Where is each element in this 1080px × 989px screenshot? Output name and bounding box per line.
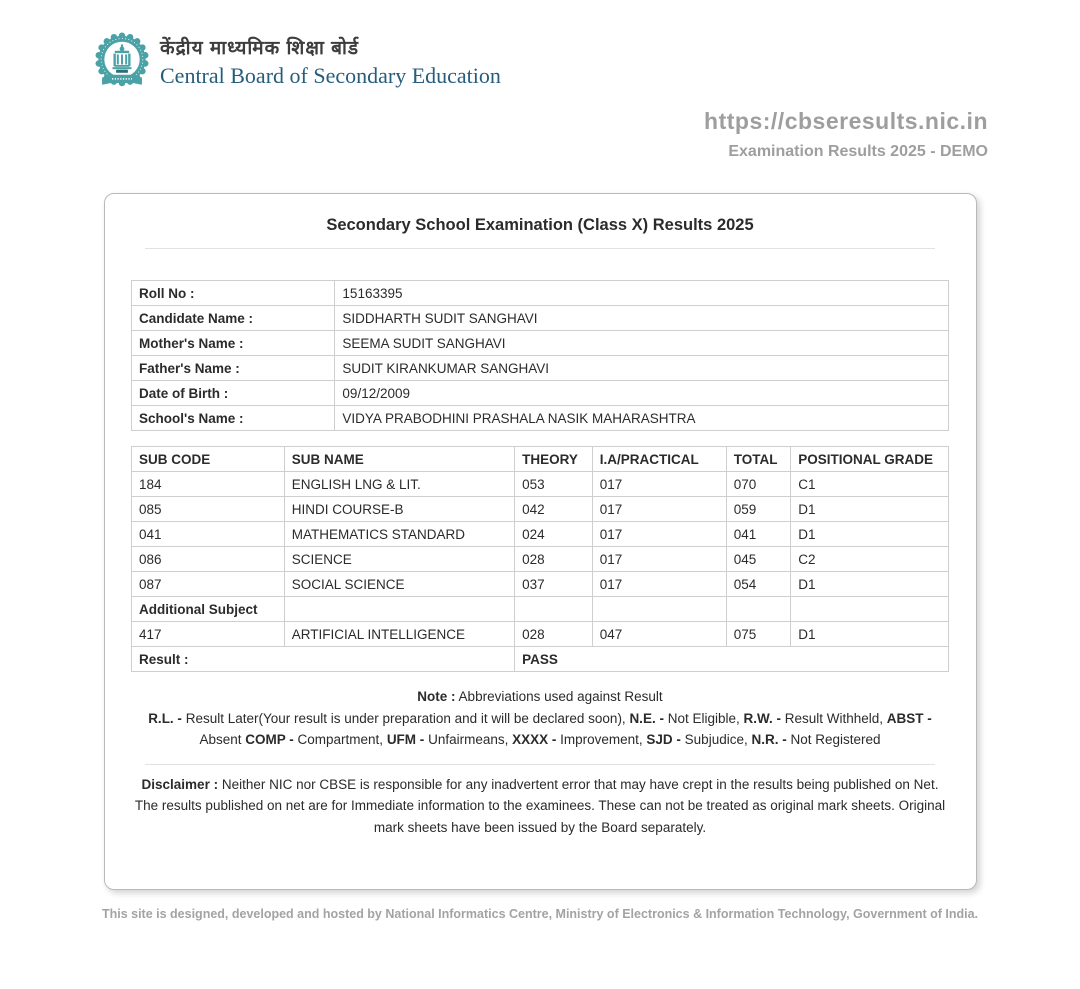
abbreviation: R.L. - Result Later(Your result is under preparation and it will be declared soon), — [148, 710, 630, 726]
info-row — [132, 306, 949, 331]
disclaimer-label: Disclaimer : — [141, 776, 219, 792]
sub-name-cell: ARTIFICIAL INTELLIGENCE — [284, 622, 514, 647]
empty-cell — [726, 597, 791, 622]
page-title: Secondary School Examination (Class X) Results 2025 — [326, 216, 754, 234]
info-row — [132, 356, 949, 381]
total-cell: 054 — [726, 572, 791, 597]
abbreviation: ABST - Absent — [199, 710, 932, 747]
empty-cell — [284, 597, 514, 622]
grade-cell: D1 — [791, 572, 949, 597]
section-divider — [145, 764, 935, 765]
cbse-logo-icon — [93, 31, 151, 95]
ia-practical-cell: 017 — [592, 497, 726, 522]
abbreviation: R.W. - Result Withheld, — [743, 710, 887, 726]
sub-name-cell: SOCIAL SCIENCE — [284, 572, 514, 597]
sub-name-cell: MATHEMATICS STANDARD — [284, 522, 514, 547]
theory-cell: 053 — [515, 472, 593, 497]
abbreviation: UFM - Unfairmeans, — [386, 732, 513, 747]
ia-practical-cell: 017 — [592, 547, 726, 572]
disclaimer — [131, 774, 949, 839]
sub-name-cell: HINDI COURSE-B — [284, 497, 514, 522]
total-cell: 075 — [726, 622, 791, 647]
info-label: Roll No : — [132, 281, 335, 306]
info-label: Mother's Name : — [132, 331, 335, 356]
candidate-info-table — [131, 280, 949, 431]
sub-name-cell: ENGLISH LNG & LIT. — [284, 472, 514, 497]
ia-practical-cell: 047 — [592, 622, 726, 647]
info-value: VIDYA PRABODHINI PRASHALA NASIK MAHARASHTRA — [335, 406, 949, 431]
sub-code-cell: 086 — [132, 547, 285, 572]
ia-practical-cell: 017 — [592, 572, 726, 597]
note-section — [131, 686, 949, 751]
sub-code-cell: 041 — [132, 522, 285, 547]
sub-code-cell: 184 — [132, 472, 285, 497]
grade-cell: D1 — [791, 497, 949, 522]
info-label: Date of Birth : — [132, 381, 335, 406]
theory-cell: 042 — [515, 497, 593, 522]
grade-cell: C2 — [791, 547, 949, 572]
empty-cell — [515, 597, 593, 622]
disclaimer-text: Neither NIC nor CBSE is responsible for any inadvertent error that may have crept in the results being published on Net. The results published on net are for Immediate information to the examinees. These can not be treated as original mark sheets. Original mark sheets have been issued by the Board separately. — [134, 776, 946, 835]
sub-name-cell: SCIENCE — [284, 547, 514, 572]
result-label: Result : — [132, 647, 515, 672]
empty-cell — [791, 597, 949, 622]
empty-cell — [592, 597, 726, 622]
info-value: 15163395 — [335, 281, 949, 306]
additional-subject-label: Additional Subject — [132, 597, 285, 622]
theory-cell: 024 — [515, 522, 593, 547]
info-value: 09/12/2009 — [335, 381, 949, 406]
grade-cell: C1 — [791, 472, 949, 497]
mark-row — [132, 622, 949, 647]
info-value: SEEMA SUDIT SANGHAVI — [335, 331, 949, 356]
mark-row — [132, 572, 949, 597]
ia-practical-cell: 017 — [592, 522, 726, 547]
marks-table — [131, 446, 949, 672]
theory-cell: 028 — [515, 622, 593, 647]
additional-subject-row — [132, 597, 949, 622]
sub-code-cell: 087 — [132, 572, 285, 597]
total-cell: 070 — [726, 472, 791, 497]
abbreviation: N.E. - Not Eligible, — [629, 710, 744, 726]
abbreviation: COMP - Compartment, — [245, 732, 387, 747]
header-total: TOTAL — [726, 447, 791, 472]
info-row — [132, 381, 949, 406]
abbreviation: SJD - Subjudice, — [646, 732, 752, 747]
total-cell: 041 — [726, 522, 791, 547]
footer-text: This site is designed, developed and hosted by National Informatics Centre, Ministry of Electronics & Information Technology, Government of India. — [101, 907, 979, 921]
header-sub-code: SUB CODE — [132, 447, 285, 472]
info-row — [132, 281, 949, 306]
ia-practical-cell: 017 — [592, 472, 726, 497]
total-cell: 045 — [726, 547, 791, 572]
info-value: SUDIT KIRANKUMAR SANGHAVI — [335, 356, 949, 381]
header-ia-practical: I.A/PRACTICAL — [592, 447, 726, 472]
sub-code-cell: 085 — [132, 497, 285, 522]
info-value: SIDDHARTH SUDIT SANGHAVI — [335, 306, 949, 331]
mark-row — [132, 472, 949, 497]
header-theory: THEORY — [515, 447, 593, 472]
theory-cell: 037 — [515, 572, 593, 597]
abbreviation: XXXX - Improvement, — [512, 732, 647, 747]
info-row — [132, 406, 949, 431]
site-subtitle: Examination Results 2025 - DEMO — [728, 143, 988, 160]
marks-header-row — [132, 447, 949, 472]
org-name-hindi: केंद्रीय माध्यमिक शिक्षा बोर्ड — [160, 38, 360, 59]
mark-row — [132, 522, 949, 547]
mark-row — [132, 547, 949, 572]
info-label: Father's Name : — [132, 356, 335, 381]
org-name-english: Central Board of Secondary Education — [160, 63, 501, 88]
grade-cell: D1 — [791, 622, 949, 647]
title-divider — [145, 248, 935, 249]
info-label: School's Name : — [132, 406, 335, 431]
mark-row — [132, 497, 949, 522]
header-positional-grade: POSITIONAL GRADE — [791, 447, 949, 472]
grade-cell: D1 — [791, 522, 949, 547]
site-url: https://cbseresults.nic.in — [704, 108, 988, 134]
note-abbreviations — [131, 708, 949, 751]
org-names — [160, 31, 501, 89]
abbreviation: N.R. - Not Registered — [751, 732, 881, 747]
total-cell: 059 — [726, 497, 791, 522]
note-heading: Note : Abbreviations used against Result — [417, 689, 663, 704]
site-identity — [704, 108, 988, 161]
header-sub-name: SUB NAME — [284, 447, 514, 472]
result-card — [104, 193, 977, 890]
theory-cell: 028 — [515, 547, 593, 572]
sub-code-cell: 417 — [132, 622, 285, 647]
result-row — [132, 647, 949, 672]
info-label: Candidate Name : — [132, 306, 335, 331]
page-header — [93, 31, 501, 95]
result-value: PASS — [515, 647, 949, 672]
info-row — [132, 331, 949, 356]
